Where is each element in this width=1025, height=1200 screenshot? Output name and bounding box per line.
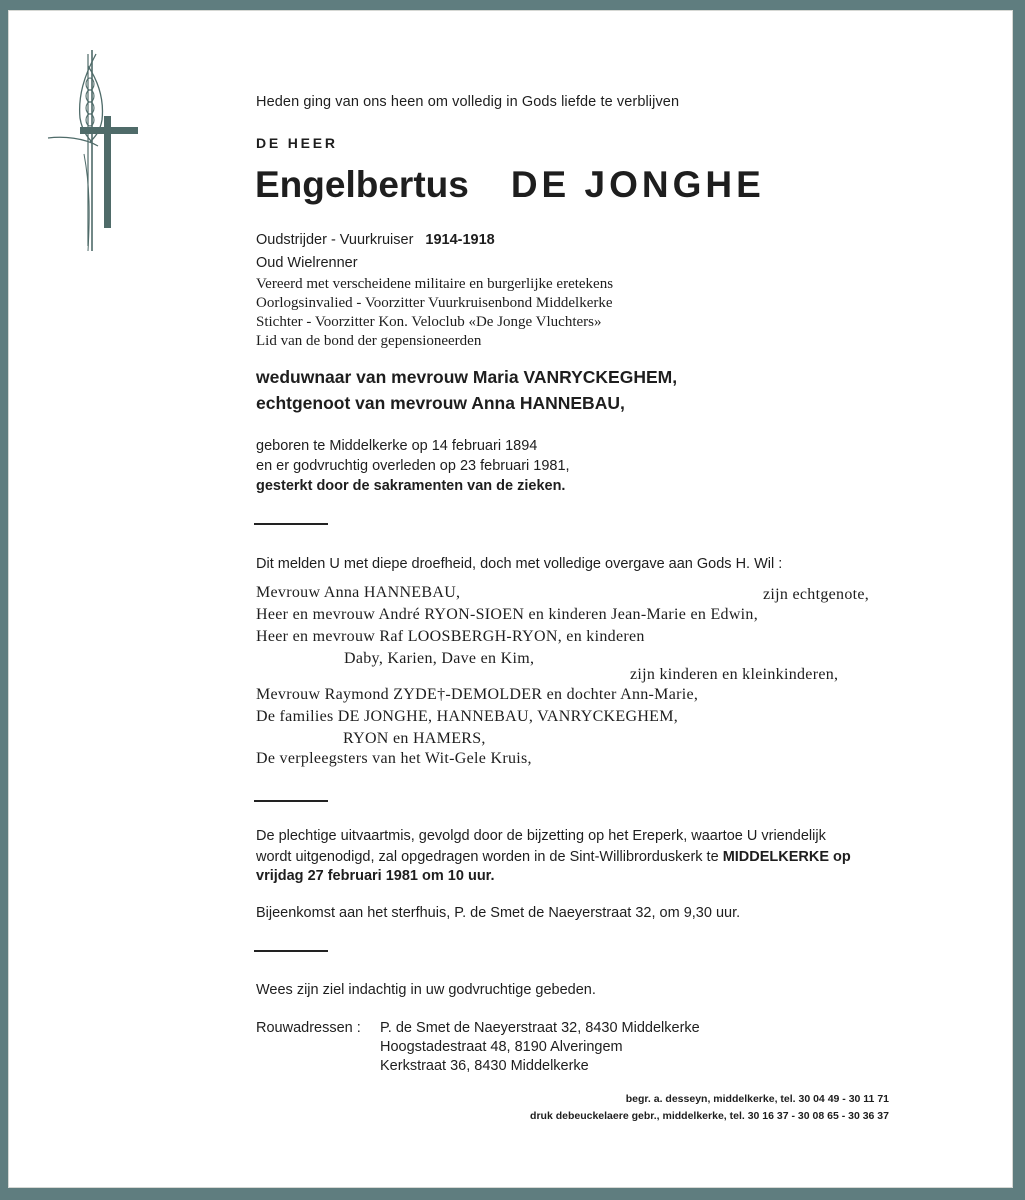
funeral-church: wordt uitgenodigd, zal opgedragen worden in de Sint-Willibrorduskerk te (256, 849, 723, 865)
address-line: P. de Smet de Naeyerstraat 32, 8430 Middelkerke (380, 1020, 700, 1036)
mourner-line: RYON en HAMERS, (343, 730, 486, 747)
mourner-line: Heer en mevrouw Raf LOOSBERGH-RYON, en kinderen (256, 628, 645, 645)
honor-line: Lid van de bond der gepensioneerden (256, 333, 482, 349)
address-line: Hoogstadestraat 48, 8190 Alveringem (380, 1039, 623, 1055)
mourner-line: Daby, Karien, Dave en Kim, (344, 650, 535, 667)
memorial-card (8, 10, 1013, 1188)
deceased-name (255, 164, 765, 206)
mourner-line: De verpleegsters van het Wit-Gele Kruis, (256, 750, 532, 767)
divider (254, 523, 328, 525)
gathering-line: Bijeenkomst aan het sterfhuis, P. de Smet de Naeyerstraat 32, om 9,30 uur. (256, 905, 741, 921)
mourner-line: De families DE JONGHE, HANNEBAU, VANRYCKEGHEM, (256, 708, 679, 725)
widower-line: weduwnaar van mevrouw Maria VANRYCKEGHEM, (256, 367, 678, 387)
divider (254, 800, 328, 802)
mourner-line: Mevrouw Raymond ZYDE†-DEMOLDER en dochter Ann-Marie, (256, 686, 699, 703)
veteran-line (256, 232, 495, 248)
role-children: zijn kinderen en kleinkinderen, (630, 666, 839, 683)
honor-line: Stichter - Voorzitter Kon. Veloclub «De Jonge Vluchters» (256, 314, 602, 330)
undertaker-credit: begr. a. desseyn, middelkerke, tel. 30 04 49 - 30 11 71 (625, 1093, 889, 1105)
sacrament-part-b: sakramenten van de zieken. (373, 478, 566, 494)
death-line: en er godvruchtig overleden op 23 februari 1981, (256, 458, 570, 474)
sacrament-part-a: gesterkt door de (256, 478, 374, 494)
funeral-line: De plechtige uitvaartmis, gevolgd door de bijzetting op het Ereperk, waartoe U vriendelijk (256, 828, 826, 844)
cyclist-line: Oud Wielrenner (256, 255, 358, 271)
first-name: Engelbertus (255, 164, 469, 205)
mourner-line: Mevrouw Anna HANNEBAU, (256, 584, 461, 601)
honor-line: Oorlogsinvalied - Voorzitter Vuurkruisenbond Middelkerke (256, 295, 613, 311)
funeral-line (256, 849, 851, 865)
mourner-line: Heer en mevrouw André RYON-SIOEN en kinderen Jean-Marie en Edwin, (256, 606, 759, 623)
addresses-label: Rouwadressen : (256, 1020, 361, 1036)
address-line: Kerkstraat 36, 8430 Middelkerke (380, 1058, 589, 1074)
prayer-line: Wees zijn ziel indachtig in uw godvruchtige gebeden. (256, 982, 596, 998)
funeral-date: vrijdag 27 februari 1981 om 10 uur. (256, 868, 495, 884)
honor-line: Vereerd met verscheidene militaire en burgerlijke eretekens (256, 276, 614, 292)
intro-line: Heden ging van ons heen om volledig in Gods liefde te verblijven (256, 94, 680, 110)
role-spouse: zijn echtgenote, (763, 586, 870, 603)
veteran-role: Oudstrijder - Vuurkruiser (256, 232, 414, 248)
funeral-place: MIDDELKERKE op (722, 849, 851, 865)
war-years: 1914-1918 (425, 232, 495, 248)
announcement-line: Dit melden U met diepe droefheid, doch met volledige overgave aan Gods H. Wil : (256, 556, 783, 572)
printer-credit: druk debeuckelaere gebr., middelkerke, tel. 30 16 37 - 30 08 65 - 30 36 37 (530, 1110, 889, 1122)
cross-with-wheat-icon (44, 46, 144, 256)
divider (254, 950, 328, 952)
birth-line: geboren te Middelkerke op 14 februari 1894 (256, 438, 538, 454)
last-name: DE JONGHE (510, 164, 765, 205)
husband-line: echtgenoot van mevrouw Anna HANNEBAU, (256, 393, 625, 413)
sacrament-line (256, 478, 565, 494)
honorific: DE HEER (256, 135, 338, 151)
